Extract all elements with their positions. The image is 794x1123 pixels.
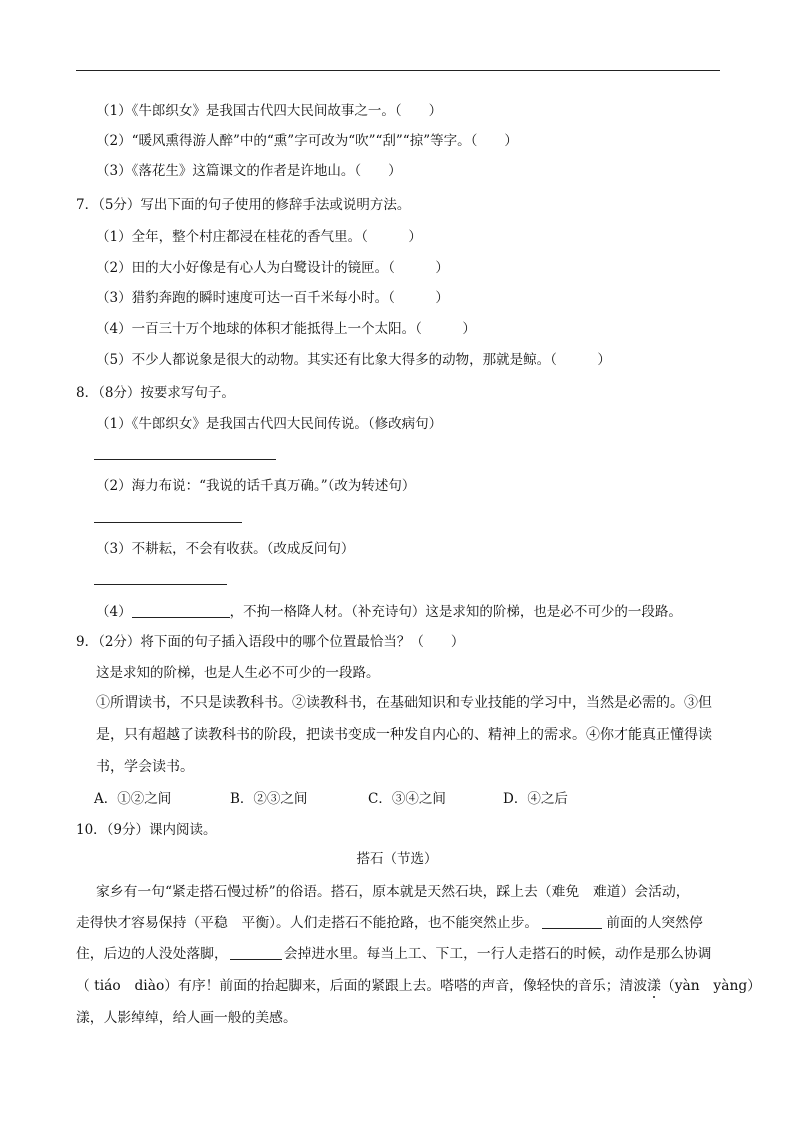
q8-item-2: （2）海力布说：“我说的话千真万确。”（改为转述句）	[96, 478, 416, 494]
passage-line-4-start: （ tiáo diào）有序！前面的抬起脚来，后面的紧跟上去。嗒嗒的声音，像轻快的音乐；清波	[76, 978, 648, 994]
q9-sentence: 这是求知的阶梯，也是人生必不可少的一段路。	[96, 665, 380, 681]
q8-item-4-suffix: ，不拘一格降人材。（补充诗句）这是求知的阶梯，也是必不可少的一段路。	[229, 604, 682, 620]
passage-blank-1[interactable]	[542, 914, 602, 929]
q8-item-4-prefix: （4）	[96, 604, 132, 620]
q9-header: 9．（2分）将下面的句子插入语段中的哪个位置最恰当？（ ）	[76, 634, 465, 650]
q7-item-3: （3）猎豹奔跑的瞬时速度可达一百千米每小时。（ ）	[96, 290, 449, 306]
q6-item-2: （2）“暖风熏得游人醉”中的“熏”字可改为“吹”“刮”“掠”等字。（ ）	[96, 133, 518, 149]
q10-header: 10．（9分）课内阅读。	[76, 822, 217, 838]
q9-para-line-3: 书，学会读书。	[96, 759, 194, 775]
header-rule	[76, 70, 720, 71]
answer-blank-4[interactable]	[132, 603, 230, 618]
q7-item-1: （1）全年，整个村庄都浸在桂花的香气里。（ ）	[96, 229, 422, 245]
q6-item-1: （1）《牛郎织女》是我国古代四大民间故事之一。（ ）	[96, 103, 443, 119]
answer-line-2[interactable]	[94, 522, 242, 523]
q9-para-line-2: 是，只有超越了读教科书的阶段，把读书变成一种发自内心的、精神上的需求。④你才能真正懂得读	[96, 727, 712, 743]
passage-line-3	[76, 945, 711, 963]
q6-item-3: （3）《落花生》这篇课文的作者是许地山。（ ）	[96, 163, 402, 179]
q7-item-5: （5）不少人都说象是很大的动物。其实还有比象大得多的动物，那就是鲸。（ ）	[96, 352, 611, 368]
passage-line-4	[76, 977, 761, 995]
q8-item-4	[96, 603, 682, 621]
q9-option-d[interactable]: D．④之后	[503, 791, 568, 807]
q8-header: 8．（8分）按要求写句子。	[76, 385, 235, 401]
passage-line-3-start: 住，后边的人没处落脚，	[76, 946, 228, 962]
dotted-character: 漾	[647, 978, 661, 994]
passage-line-2-end: 前面的人突然停	[606, 915, 703, 931]
passage-line-1: 家乡有一句“紧走搭石慢过桥”的俗语。搭石，原本就是天然石块，踩上去（难免 难道）会活动，	[96, 884, 690, 900]
q9-option-a[interactable]: A．①②之间	[94, 791, 172, 807]
q9-para-line-1: ①所谓读书，不只是读教科书。②读教科书，在基础知识和专业技能的学习中，当然是必需的。③但	[96, 695, 712, 711]
q9-option-c[interactable]: C．③④之间	[368, 791, 446, 807]
passage-line-3-end: 会掉进水里。每当上工、下工，一行人走搭石的时候，动作是那么协调	[283, 946, 712, 962]
answer-line-3[interactable]	[94, 584, 227, 585]
passage-blank-2[interactable]	[230, 945, 282, 960]
answer-line-1[interactable]	[94, 459, 276, 460]
q7-item-2: （2）田的大小好像是有心人为白鹭设计的镜匣。（ ）	[96, 260, 449, 276]
q7-item-4: （4）一百三十万个地球的体积才能抵得上一个太阳。（ ）	[96, 321, 476, 337]
q9-option-b[interactable]: B．②③之间	[230, 791, 308, 807]
passage-title: 搭石（节选）	[356, 851, 438, 867]
passage-line-2	[76, 914, 703, 932]
passage-line-5: 漾，人影绰绰，给人画一般的美感。	[76, 1010, 297, 1026]
passage-line-4-end: （yàn yàng）	[660, 978, 761, 994]
q8-item-3: （3）不耕耘，不会有收获。（改成反问句）	[96, 541, 355, 557]
q8-item-1: （1）《牛郎织女》是我国古代四大民间传说。（修改病句）	[96, 416, 443, 432]
q7-header: 7．（5分）写出下面的句子使用的修辞手法或说明方法。	[76, 197, 411, 213]
passage-line-2-text: 走得快才容易保持（平稳 平衡）。人们走搭石不能抢路，也不能突然止步。	[76, 915, 539, 931]
